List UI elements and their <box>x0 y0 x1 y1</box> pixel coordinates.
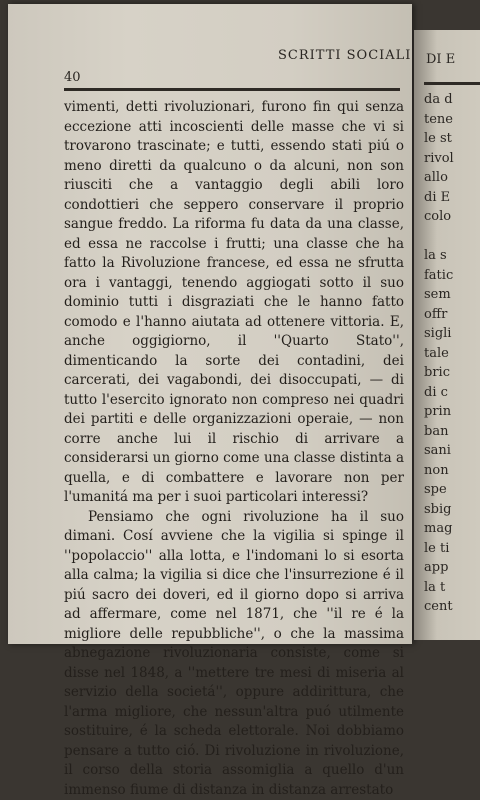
text-line: fatic <box>424 266 454 286</box>
text-line: bric <box>424 363 454 383</box>
right-running-header: DI E <box>426 52 455 67</box>
paragraph-gap <box>424 227 454 247</box>
text-line: app <box>424 558 454 578</box>
page-number: 40 <box>64 70 81 85</box>
text-line: la s <box>424 246 454 266</box>
text-line: la t <box>424 578 454 598</box>
text-line: le ti <box>424 539 454 559</box>
text-line: di E <box>424 188 454 208</box>
text-line: sigli <box>424 324 454 344</box>
text-line: ban <box>424 422 454 442</box>
text-line: cent <box>424 597 454 617</box>
text-line: sbig <box>424 500 454 520</box>
paragraph: Pensiamo che ogni rivoluzione ha il suo dimani. Cosí avviene che la vigilia si spinge il ''popolaccio'' alla lotta, e l'indomani lo si esorta alla calma; la vigilia si dice che l'insurrezione é il piú sacro dei doveri, ed il giorno dopo si arriva ad affermare, come nel 1871, che ''il re é la migliore delle repubbliche'', o che la massima abnegazione rivoluzionaria consiste, come si disse nel 1848, a ''mettere tre mesi di miseria al servizio della societá'', oppure addirittura, che l'arma migliore, che nessun'altra puó utilmente sostituire, é la scheda elettorale. Noi dobbiamo pensare a tutto ció. Di rivoluzione in rivoluzione, il corso della storia assomiglia a quello d'un immenso fiume di distanza in distanza arrestato <box>64 508 404 800</box>
text-line: tene <box>424 110 454 130</box>
text-line: allo <box>424 168 454 188</box>
text-line: mag <box>424 519 454 539</box>
text-line: da d <box>424 90 454 110</box>
text-line: non <box>424 461 454 481</box>
text-line: le st <box>424 129 454 149</box>
right-page-text <box>424 90 454 617</box>
text-line: sem <box>424 285 454 305</box>
text-line: di c <box>424 383 454 403</box>
text-line: tale <box>424 344 454 364</box>
right-header-rule <box>424 82 480 85</box>
running-header: SCRITTI SOCIALI <box>278 48 411 63</box>
body-text <box>64 98 404 800</box>
text-line: rivol <box>424 149 454 169</box>
text-line: offr <box>424 305 454 325</box>
header-rule <box>64 88 400 91</box>
right-page <box>414 30 480 640</box>
text-line: prin <box>424 402 454 422</box>
text-line: sani <box>424 441 454 461</box>
paragraph: vimenti, detti rivoluzionari, furono fin qui senza eccezione atti incoscienti delle masse che vi si trovarono trascinate; e tutti, essendo stati piú o meno diretti da qualcuno o da alcuni, non son riusciti che a vantaggio degli abili loro condottieri che seppero conservare il proprio sangue freddo. La riforma fu data da una classe, ed essa ne raccolse i frutti; una classe che ha fatto la Rivoluzione francese, ed essa ne sfrutta ora i vantaggi, tenendo aggiogati sotto il suo dominio tutti i disgraziati che le hanno fatto comodo e l'hanno aiutata ad ottenere vittoria. E, anche oggigiorno, il ''Quarto Stato'', dimenticando la sorte dei contadini, dei carcerati, dei vagabondi, dei disoccupati, — di tutto l'esercito ignorato non compreso nei quadri dei partiti e delle organizzazioni operaie, — non corre anche lui il rischio di arrivare a considerarsi un giorno come una classe distinta a quella, e di combattere e lavorare non per l'umanitá ma per i suoi particolari interessi? <box>64 98 404 508</box>
left-page <box>8 4 412 644</box>
text-line: spe <box>424 480 454 500</box>
text-line: colo <box>424 207 454 227</box>
